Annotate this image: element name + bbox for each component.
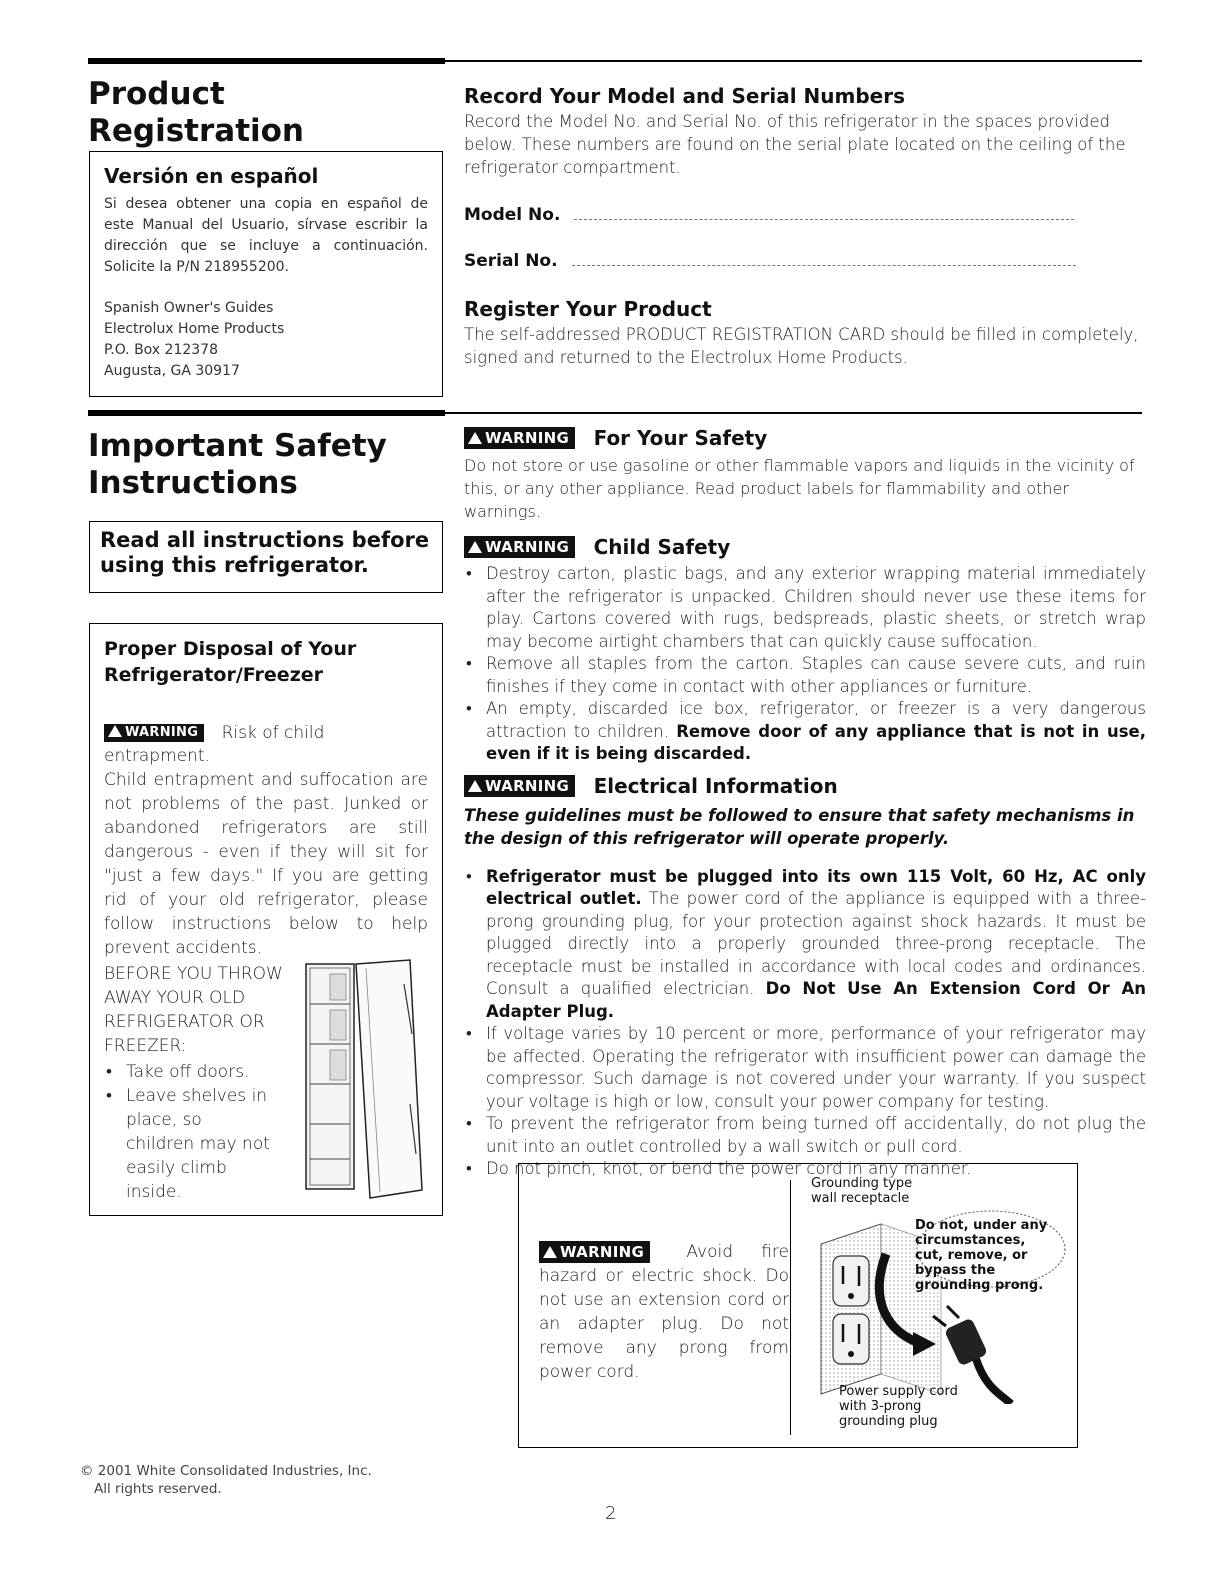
electrical-heading: Electrical Information [593, 773, 838, 798]
footer-copyright [80, 1462, 372, 1498]
model-no-row [464, 205, 1144, 225]
disposal-heading: Proper Disposal of Your Refrigerator/Freezer [104, 638, 357, 686]
spanish-version-box [89, 151, 443, 397]
fire-warning-text: Avoid fire hazard or electric shock. Do not use an extension cord or an adapter plug. Do not remove any prong from power cord. [539, 1242, 789, 1382]
warning-label: WARNING [485, 538, 570, 556]
for-your-safety-heading: For Your Safety [593, 426, 768, 450]
page-number: 2 [605, 1503, 617, 1524]
list-item: • If voltage varies by 10 percent or more, performance of your refrigerator may be affected. Operating the refrigerator with insufficient power can damage the compressor. Such damage is not covered under your warranty. If you suspect your voltage is high or low, consult your power company for testing. [464, 1023, 1146, 1113]
warning-label: WARNING [485, 776, 570, 795]
address-line: P.O. Box 212378 [104, 342, 218, 358]
child-safety-item3-text: An empty, discarded ice box, refrigerator, or freezer is a very dangerous attraction to children. [486, 699, 1146, 741]
warning-badge [464, 427, 575, 449]
grounding-callout: Do not, under any circumstances, cut, remove, or bypass the grounding prong. [915, 1218, 1048, 1293]
child-safety-list [464, 563, 1146, 766]
warning-triangle-icon [108, 725, 122, 737]
warning-triangle-icon [468, 780, 482, 792]
refrigerator-illustration [300, 954, 430, 1204]
read-all-text: Read all instructions before using this refrigerator. [100, 528, 430, 577]
receptacle-label: Grounding type wall receptacle [811, 1176, 913, 1206]
register-product-text: The self-addressed PRODUCT REGISTRATION CARD should be filled in completely, signed and returned to the Electrolux Home Products. [464, 325, 1139, 367]
warning-triangle-icon [468, 432, 482, 444]
list-item [464, 866, 1146, 1024]
warning-triangle-icon [543, 1246, 557, 1258]
mid-rule-right [445, 412, 1142, 414]
spanish-version-heading: Versión en español [104, 164, 319, 188]
mid-rule-left [88, 410, 445, 416]
spanish-address [104, 298, 428, 382]
record-numbers-heading: Record Your Model and Serial Numbers [464, 84, 905, 108]
list-item: • Do not pinch, knot, or bend the power cord in any manner. [464, 1158, 1146, 1181]
list-item: • Take off doors. [104, 1060, 274, 1084]
register-product-heading: Register Your Product [464, 297, 712, 321]
spanish-version-text: Si desea obtener una copia en español de este Manual del Usuario, sírvase escribir la dirección que se incluye a continuación. Solicite la P/N 218955200. [104, 196, 428, 275]
warning-label: WARNING [125, 725, 199, 740]
list-item: • To prevent the refrigerator from being turned off accidentally, do not plug the unit into an outlet controlled by a wall switch or pull cord. [464, 1113, 1146, 1158]
safety-right-column [464, 426, 1146, 1181]
product-registration-title: Product Registration [88, 76, 305, 149]
model-no-field[interactable] [574, 205, 1074, 220]
address-line: Electrolux Home Products [104, 321, 285, 337]
record-numbers-text: Record the Model No. and Serial No. of this refrigerator in the spaces provided below. These numbers are found on the serial plate located on the ceiling of the refrigerator compartment. [464, 112, 1126, 177]
serial-no-label: Serial No. [464, 251, 558, 271]
warning-label: WARNING [485, 429, 570, 447]
top-rule-left [88, 58, 445, 64]
fire-warning-text-block [539, 1240, 789, 1384]
warning-label: WARNING [560, 1243, 645, 1261]
warning-badge [539, 1241, 650, 1263]
child-safety-heading-row [464, 535, 1146, 559]
address-line: Spanish Owner's Guides [104, 300, 274, 316]
warning-badge [464, 775, 575, 797]
model-no-label: Model No. [464, 205, 561, 225]
list-item: • Remove all staples from the carton. Staples can cause severe cuts, and ruin finishes if they come in contact with other appliances or furniture. [464, 653, 1146, 698]
for-your-safety-heading-row [464, 426, 1146, 450]
disposal-text: Child entrapment and suffocation are not problems of the past. Junked or abandoned refrigerators are still dangerous - even if they will sit for "just a few days." If you are getting rid of your old refrigerator, please follow instructions below to help prevent accidents. [104, 770, 428, 958]
electrical-item1-bold2: Do Not Use An Extension Cord Or An Adapter Plug. [486, 979, 1146, 1021]
serial-no-field[interactable] [572, 251, 1076, 266]
electrical-item1-bold: Refrigerator must be plugged into its own 115 Volt, 60 Hz, AC only electrical outlet. [486, 866, 1146, 908]
child-safety-heading: Child Safety [593, 535, 731, 559]
electrical-intro: These guidelines must be followed to ensure that safety mechanisms in the design of this refrigerator will operate properly. [464, 805, 1135, 848]
for-your-safety-text: Do not store or use gasoline or other flammable vapors and liquids in the vicinity of this, or any other appliance. Read product labels for flammability and other warnings. [464, 456, 1135, 521]
disposal-warning-row [104, 722, 428, 768]
copyright-text: © 2001 White Consolidated Industries, Inc. [80, 1463, 372, 1479]
read-all-box [89, 521, 443, 593]
warning-triangle-icon [468, 541, 482, 553]
important-safety-title: Important Safety Instructions [88, 428, 387, 501]
address-line: Augusta, GA 30917 [104, 363, 240, 379]
list-item: • Leave shelves in place, so children may not easily climb inside. [104, 1084, 274, 1204]
warning-badge [464, 536, 575, 558]
plug-label: Power supply cord with 3-prong grounding plug [839, 1384, 958, 1429]
list-item [464, 698, 1146, 766]
record-numbers-section [464, 84, 1144, 369]
electrical-list [464, 866, 1146, 1181]
serial-no-row [464, 251, 1144, 271]
disposal-steps [104, 1060, 274, 1204]
rights-text: All rights reserved. [94, 1481, 222, 1497]
warning-badge [104, 724, 204, 742]
disposal-warning-text: Risk of child entrapment. [104, 723, 325, 766]
disposal-before: BEFORE YOU THROW AWAY YOUR OLD REFRIGERATOR OR FREEZER: [104, 964, 283, 1056]
electrical-heading-row [464, 774, 1146, 798]
child-safety-item3-bold: Remove door of any appliance that is not in use, even if it is being discarded. [486, 721, 1147, 763]
list-item: • Destroy carton, plastic bags, and any exterior wrapping material immediately after the refrigerator is unpacked. Children should never use these items for play. Cartons covered with rugs, bedspreads, plastic sheets, or stretch wrap may become airtight chambers that can quickly cause suffocation. [464, 563, 1146, 653]
disposal-box [89, 623, 443, 1216]
fire-warning-box [518, 1163, 1078, 1448]
figure-divider [790, 1180, 791, 1435]
top-rule-right [445, 60, 1142, 62]
electrical-item1-text: The power cord of the appliance is equipped with a three-prong grounding plug, for your protection against shock hazards. It must be plugged directly into a properly grounded three-prong receptacle. The receptacle must be installed in accordance with local codes and ordinances. Consult a qualified electrician. [486, 889, 1146, 998]
